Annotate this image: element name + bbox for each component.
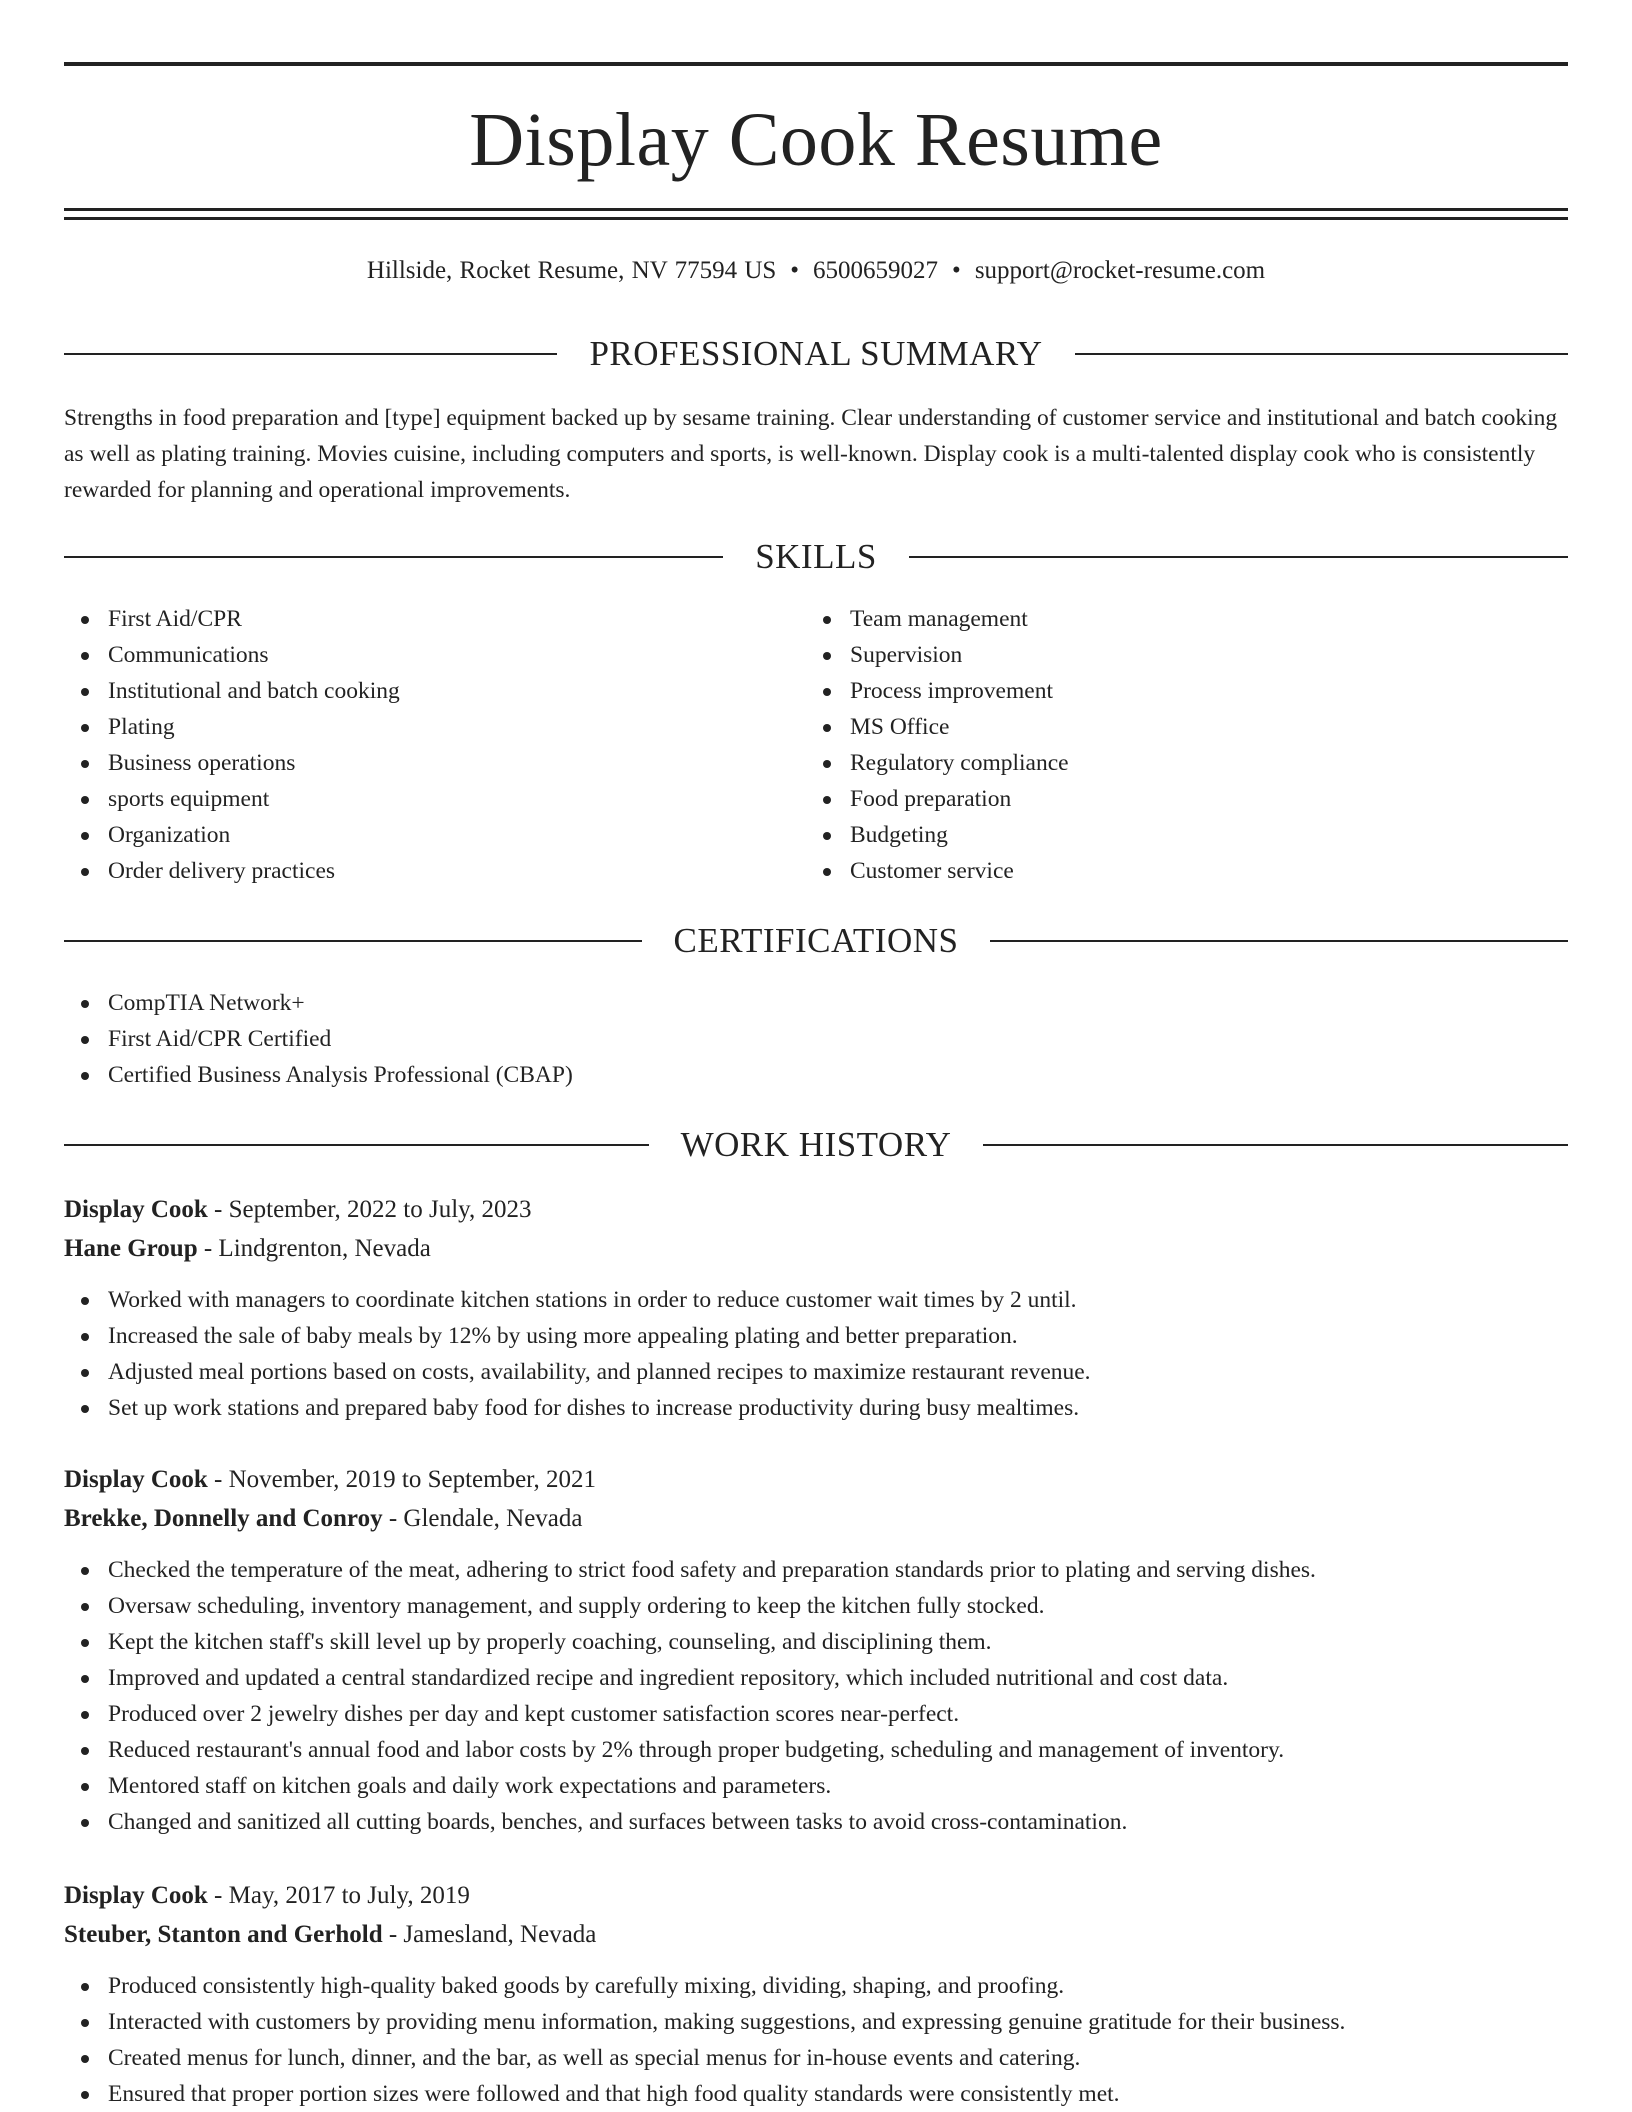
job-company: Hane Group (64, 1235, 198, 1262)
skill-item: Order delivery practices (64, 853, 804, 889)
skill-item: Customer service (806, 853, 1546, 889)
heading-rule (64, 940, 642, 942)
summary-paragraph: Strengths in food preparation and [type] equipment backed up by sesame training. Clear understanding of customer service and institutional and batch cooking as well as plating training. Movies cuisine, including computers and sports, is well-known. Display cook is a multi-talented display cook who is consistently rewarded for planning and operational improvements. (64, 405, 1558, 503)
job-duty: Worked with managers to coordinate kitchen stations in order to reduce customer wait times by 2 until. (64, 1282, 1568, 1318)
job-entry (64, 1876, 1568, 2112)
job-company-line (64, 1915, 1568, 1954)
skill-item: Budgeting (806, 817, 1546, 853)
skill-item: Team management (806, 601, 1546, 637)
job-location: - Glendale, Nevada (382, 1505, 583, 1532)
job-duties-list (64, 1968, 1568, 2112)
job-dates: - September, 2022 to July, 2023 (207, 1196, 532, 1223)
job-dates: - November, 2019 to September, 2021 (207, 1466, 596, 1493)
contact-phone: 6500659027 (813, 257, 939, 284)
heading-rule (909, 556, 1568, 558)
job-title: Display Cook (64, 1196, 208, 1223)
title-double-rule (64, 208, 1568, 220)
job-duty: Kept the kitchen staff's skill level up by properly coaching, counseling, and disciplining them. (64, 1624, 1568, 1660)
job-title: Display Cook (64, 1466, 208, 1493)
job-duty: Checked the temperature of the meat, adhering to strict food safety and preparation standards prior to plating and serving dishes. (64, 1552, 1568, 1588)
skill-item: Business operations (64, 745, 804, 781)
section-title: CERTIFICATIONS (673, 921, 959, 960)
certification-item: First Aid/CPR Certified (64, 1021, 1568, 1057)
skill-item: Communications (64, 637, 804, 673)
job-duty: Changed and sanitized all cutting boards, benches, and surfaces between tasks to avoid cross-contamination. (64, 1804, 1568, 1840)
certification-item: CompTIA Network+ (64, 985, 1568, 1021)
job-duty: Produced consistently high-quality baked goods by carefully mixing, dividing, shaping, and proofing. (64, 1968, 1568, 2004)
job-company: Brekke, Donnelly and Conroy (64, 1505, 383, 1532)
job-title-line (64, 1876, 1568, 1915)
section-heading-skills (64, 535, 1568, 579)
skills-list-left (64, 601, 804, 889)
job-entry (64, 1460, 1568, 1840)
certification-item: Certified Business Analysis Professional (CBAP) (64, 1057, 1568, 1093)
skill-item: Supervision (806, 637, 1546, 673)
job-title-line (64, 1190, 1568, 1229)
heading-rule (64, 556, 723, 558)
heading-rule (64, 353, 557, 355)
job-company-line (64, 1499, 1568, 1538)
contact-email[interactable]: support@rocket-resume.com (974, 257, 1266, 284)
job-duty: Adjusted meal portions based on costs, availability, and planned recipes to maximize restaurant revenue. (64, 1354, 1568, 1390)
job-duties-list (64, 1282, 1568, 1426)
job-dates: - May, 2017 to July, 2019 (207, 1882, 470, 1909)
heading-rule (64, 1144, 649, 1146)
job-entry (64, 1190, 1568, 1426)
contact-address: Hillside, Rocket Resume, NV 77594 US (366, 257, 777, 284)
job-company-line (64, 1229, 1568, 1268)
heading-rule (983, 1144, 1568, 1146)
skill-item: Plating (64, 709, 804, 745)
section-title: WORK HISTORY (680, 1125, 952, 1164)
top-rule (64, 62, 1568, 66)
job-title-line (64, 1460, 1568, 1499)
skill-item: Food preparation (806, 781, 1546, 817)
skill-item: sports equipment (64, 781, 804, 817)
job-duty: Interacted with customers by providing menu information, making suggestions, and expressing genuine gratitude for their business. (64, 2004, 1568, 2040)
job-title: Display Cook (64, 1882, 208, 1909)
contact-line (64, 254, 1568, 288)
job-duty: Set up work stations and prepared baby food for dishes to increase productivity during busy mealtimes. (64, 1390, 1568, 1426)
job-duties-list (64, 1552, 1568, 1840)
skill-item: Institutional and batch cooking (64, 673, 804, 709)
job-location: - Lindgrenton, Nevada (197, 1235, 431, 1262)
skill-item: Process improvement (806, 673, 1546, 709)
skill-item: First Aid/CPR (64, 601, 804, 637)
job-location: - Jamesland, Nevada (382, 1921, 597, 1948)
job-duty: Oversaw scheduling, inventory management, and supply ordering to keep the kitchen fully stocked. (64, 1588, 1568, 1624)
certifications-list (64, 985, 1568, 1093)
job-duty: Reduced restaurant's annual food and labor costs by 2% through proper budgeting, scheduling and management of inventory. (64, 1732, 1568, 1768)
section-title: SKILLS (755, 537, 877, 576)
section-title: PROFESSIONAL SUMMARY (589, 334, 1043, 373)
skill-item: MS Office (806, 709, 1546, 745)
contact-separator: • (952, 257, 961, 284)
skill-item: Organization (64, 817, 804, 853)
section-heading-certifications (64, 919, 1568, 963)
skill-item: Regulatory compliance (806, 745, 1546, 781)
job-duty: Increased the sale of baby meals by 12% by using more appealing plating and better preparation. (64, 1318, 1568, 1354)
job-duty: Mentored staff on kitchen goals and daily work expectations and parameters. (64, 1768, 1568, 1804)
heading-rule (1075, 353, 1568, 355)
job-duty: Ensured that proper portion sizes were followed and that high food quality standards were consistently met. (64, 2076, 1568, 2112)
job-duty: Improved and updated a central standardized recipe and ingredient repository, which included nutritional and cost data. (64, 1660, 1568, 1696)
contact-separator: • (790, 257, 800, 284)
heading-rule (990, 940, 1568, 942)
resume-title: Display Cook Resume (469, 98, 1163, 182)
job-duty: Created menus for lunch, dinner, and the bar, as well as special menus for in-house events and catering. (64, 2040, 1568, 2076)
job-company: Steuber, Stanton and Gerhold (64, 1921, 383, 1948)
skills-list-right (806, 601, 1546, 889)
section-heading-summary (64, 332, 1568, 376)
job-duty: Produced over 2 jewelry dishes per day and kept customer satisfaction scores near-perfect. (64, 1696, 1568, 1732)
section-heading-work-history (64, 1123, 1568, 1167)
